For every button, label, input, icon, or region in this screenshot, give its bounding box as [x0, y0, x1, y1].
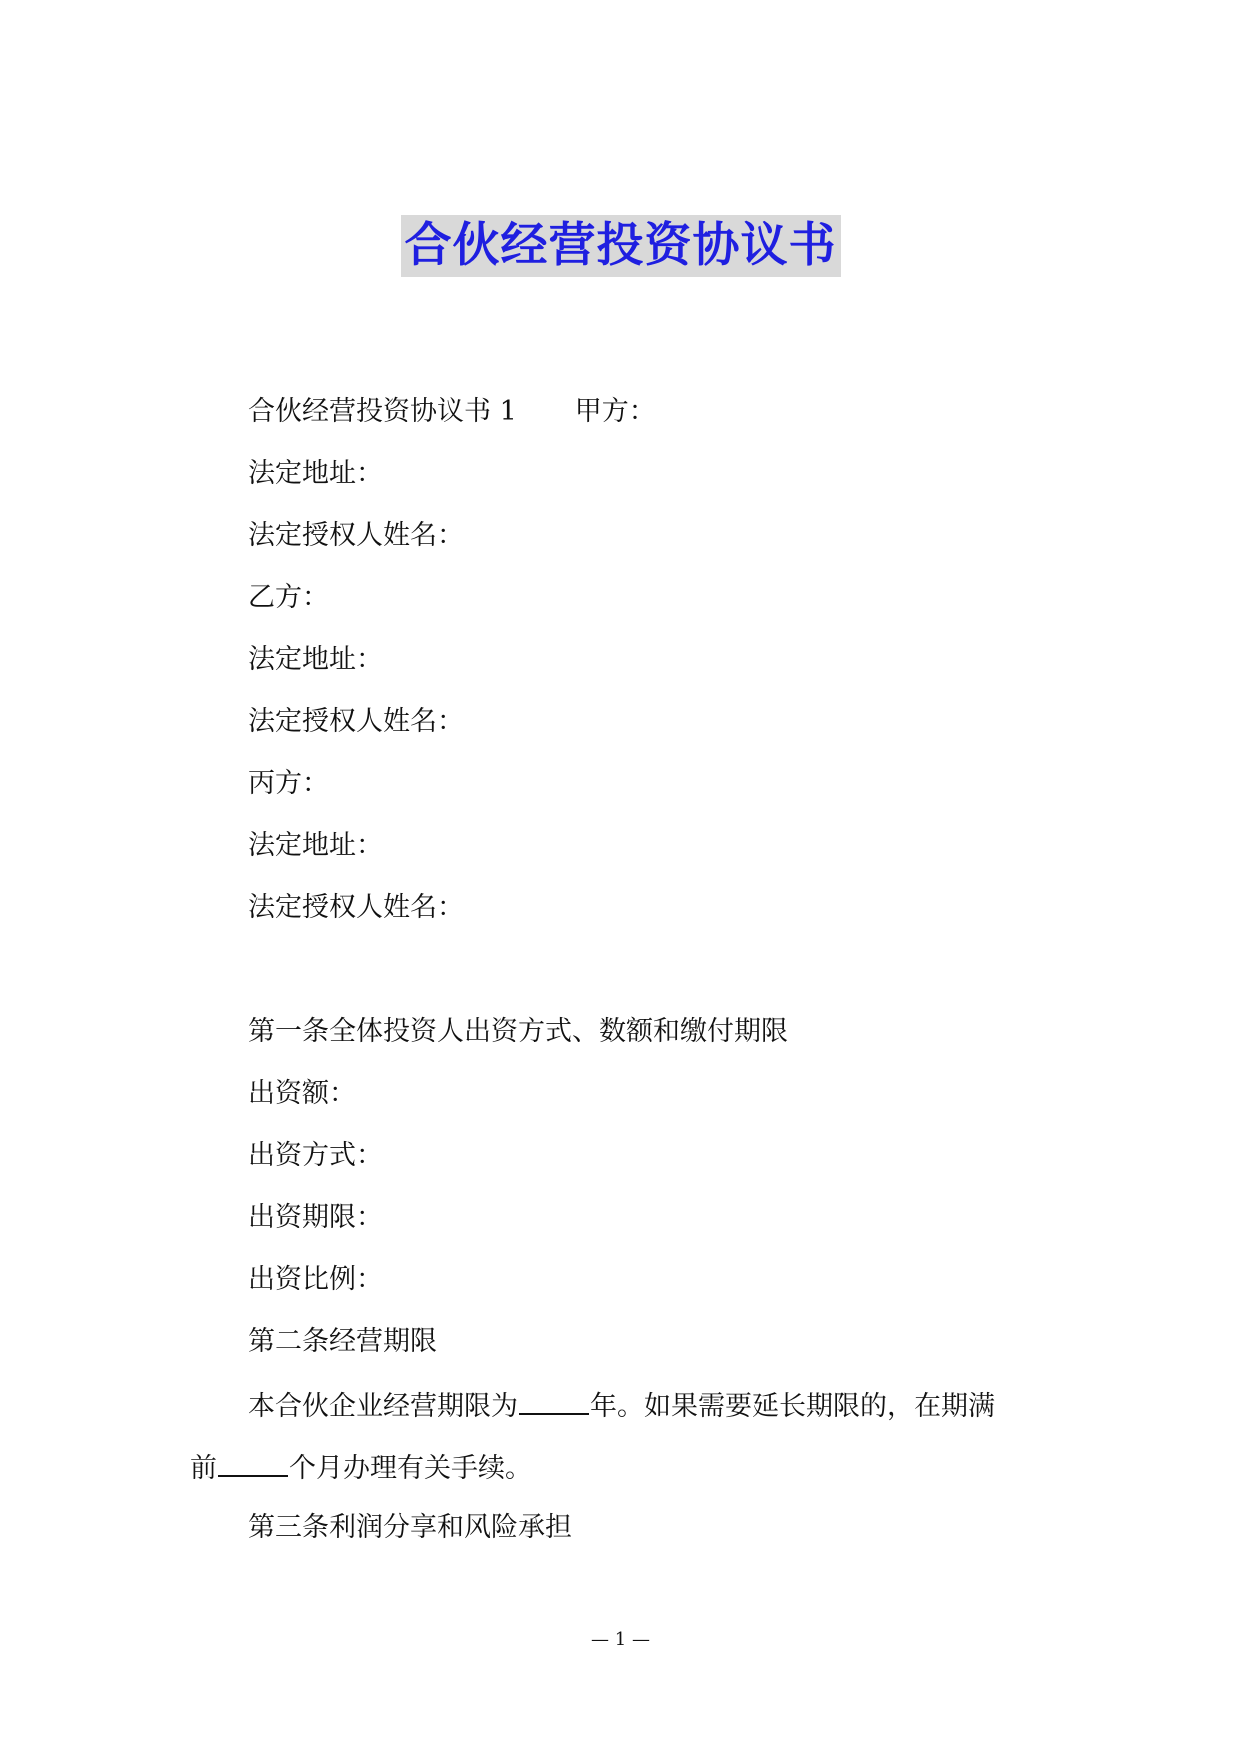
article2-text-d: 个月办理有关手续。 [289, 1453, 532, 1484]
months-blank [218, 1449, 288, 1477]
article2-paragraph-line1 [248, 1387, 995, 1424]
party-a-label: 甲方： [574, 396, 656, 427]
article3-heading: 第三条利润分享和风险承担 [248, 1512, 572, 1543]
article2-text-b: 年。如果需要延长期限的，在期满 [590, 1391, 995, 1422]
article2-paragraph-line2 [190, 1449, 532, 1486]
contribution-term: 出资期限： [248, 1202, 383, 1233]
party-b-label: 乙方： [248, 582, 329, 613]
contribution-method: 出资方式： [248, 1140, 383, 1171]
doc-reference: 合伙经营投资协议书 1 [248, 396, 517, 427]
party-a-rep: 法定授权人姓名： [248, 520, 464, 551]
intro-line [248, 395, 656, 429]
page-number: — 1 — [591, 1629, 650, 1650]
article2-text-c: 前 [190, 1453, 217, 1484]
contribution-ratio: 出资比例： [248, 1264, 383, 1295]
party-c-rep: 法定授权人姓名： [248, 892, 464, 923]
contribution-amount: 出资额： [248, 1078, 356, 1109]
title-wrapper [0, 215, 1241, 277]
party-c-address: 法定地址： [248, 830, 383, 861]
document-title: 合伙经营投资协议书 [401, 215, 841, 277]
article1-heading: 第一条全体投资人出资方式、数额和缴付期限 [248, 1016, 788, 1047]
article2-heading: 第二条经营期限 [248, 1326, 437, 1357]
years-blank [519, 1387, 589, 1415]
article2-text-a: 本合伙企业经营期限为 [248, 1391, 518, 1422]
party-c-label: 丙方： [248, 768, 329, 799]
party-a-address: 法定地址： [248, 458, 383, 489]
party-b-address: 法定地址： [248, 644, 383, 675]
party-b-rep: 法定授权人姓名： [248, 706, 464, 737]
